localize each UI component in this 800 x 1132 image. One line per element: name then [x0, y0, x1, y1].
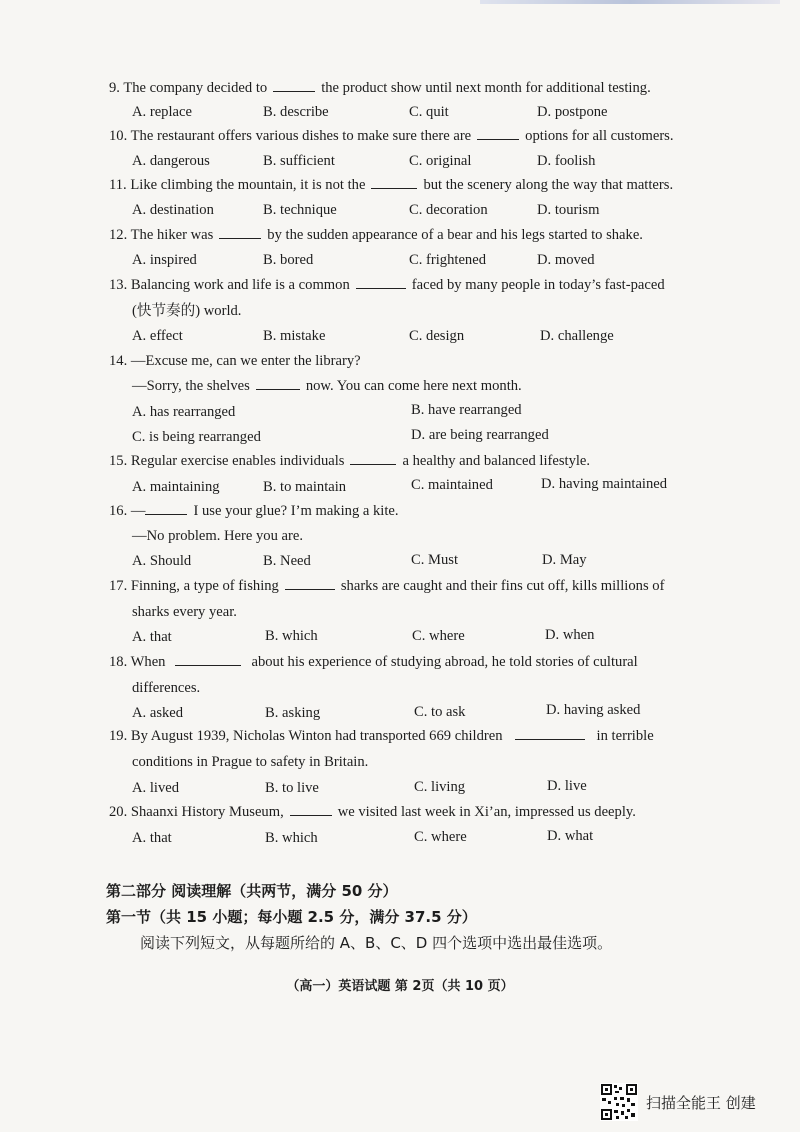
- question-text-continued: [132, 377, 522, 395]
- option-d: D. when: [545, 627, 595, 643]
- option-d: D. having asked: [546, 702, 641, 718]
- question-text: the product show until next month for additional testing.: [321, 80, 651, 96]
- scanner-brand-label: 扫描全能王 创建: [646, 1094, 756, 1112]
- question-text: 9. The company decided to: [109, 80, 268, 96]
- answer-blank: [145, 502, 187, 515]
- option-a: A. lived: [132, 780, 180, 796]
- question-9: [109, 79, 651, 97]
- option-b: B. which: [265, 830, 318, 846]
- option-c: C. maintained: [411, 477, 493, 493]
- question-text: faced by many people in today’s fast-paced: [411, 277, 665, 293]
- option-a: A. destination: [132, 202, 214, 218]
- question-text: —Sorry, the shelves: [132, 378, 250, 394]
- option-d: D. May: [542, 552, 587, 568]
- qr-code-icon: [600, 1083, 638, 1121]
- question-16: [109, 502, 399, 520]
- option-c: C. frightened: [409, 252, 487, 268]
- question-text-continued: sharks every year.: [132, 604, 237, 620]
- question-text-continued: (快节奏的) world.: [132, 303, 242, 319]
- section-title: 第一节（共 15 小题；每小题 2.5 分，满分 37.5 分）: [106, 908, 477, 926]
- option-d: D. are being rearranged: [411, 427, 549, 443]
- option-d: D. what: [547, 828, 594, 844]
- answer-blank: [371, 176, 417, 189]
- question-text: by the sudden appearance of a bear and his legs started to shake.: [267, 227, 643, 243]
- question-text: 11. Like climbing the mountain, it is not the: [109, 177, 366, 193]
- question-text: 20. Shaanxi History Museum,: [109, 804, 284, 820]
- question-text: but the scenery along the way that matters.: [423, 177, 674, 193]
- option-c: C. is being rearranged: [132, 429, 261, 445]
- answer-blank: [285, 577, 335, 590]
- question-text: 13. Balancing work and life is a common: [109, 277, 350, 293]
- question-text: sharks are caught and their fins cut off, kills millions of: [340, 578, 665, 594]
- question-text: 16. —: [109, 503, 146, 519]
- option-a: A. dangerous: [132, 153, 210, 169]
- answer-blank: [290, 803, 332, 816]
- question-text: 12. The hiker was: [109, 227, 214, 243]
- option-a: A. asked: [132, 705, 184, 721]
- option-a: A. effect: [132, 328, 183, 344]
- option-b: B. describe: [263, 104, 329, 120]
- question-text: in terrible: [596, 728, 654, 744]
- option-a: A. maintaining: [132, 479, 220, 495]
- question-text-continued: conditions in Prague to safety in Britain.: [132, 754, 369, 770]
- option-c: C. decoration: [409, 202, 488, 218]
- question-10: [109, 127, 674, 145]
- question-19: [109, 727, 654, 745]
- option-b: B. technique: [263, 202, 337, 218]
- option-b: B. to live: [265, 780, 319, 796]
- question-20: [109, 803, 636, 821]
- option-b: B. Need: [263, 553, 311, 569]
- question-text: now. You can come here next month.: [305, 378, 522, 394]
- question-text-continued: —No problem. Here you are.: [132, 528, 304, 544]
- page-footer: （高一）英语试题 第 2页（共 10 页）: [286, 979, 514, 994]
- option-d: D. foolish: [537, 153, 596, 169]
- section-instruction: 阅读下列短文，从每题所给的 A、B、C、D 四个选项中选出最佳选项。: [140, 934, 613, 952]
- top-edge-bar: [480, 0, 780, 4]
- question-text: I use your glue? I’m making a kite.: [193, 503, 399, 519]
- question-text-continued: differences.: [132, 680, 201, 696]
- option-c: C. original: [409, 153, 472, 169]
- question-17: [109, 577, 664, 595]
- option-a: A. that: [132, 830, 172, 846]
- question-text: we visited last week in Xi’an, impressed us deeply.: [337, 804, 636, 820]
- option-d: D. having maintained: [541, 476, 668, 492]
- option-c: C. Must: [411, 552, 459, 568]
- option-a: A. inspired: [132, 252, 197, 268]
- question-15: [109, 452, 590, 470]
- option-b: B. have rearranged: [411, 402, 522, 418]
- question-12: [109, 226, 643, 244]
- question-text: 17. Finning, a type of fishing: [109, 578, 279, 594]
- option-a: A. replace: [132, 104, 192, 120]
- option-b: B. mistake: [263, 328, 326, 344]
- question-11: [109, 176, 673, 194]
- option-a: A. Should: [132, 553, 192, 569]
- option-b: B. which: [265, 628, 318, 644]
- option-b: B. to maintain: [263, 479, 347, 495]
- answer-blank: [219, 226, 261, 239]
- answer-blank: [175, 653, 241, 666]
- option-c: C. design: [409, 328, 465, 344]
- option-c: C. to ask: [414, 704, 466, 720]
- option-b: B. bored: [263, 252, 314, 268]
- answer-blank: [515, 727, 585, 740]
- question-text: 15. Regular exercise enables individuals: [109, 453, 345, 469]
- question-13: [109, 276, 665, 294]
- option-a: A. has rearranged: [132, 404, 236, 420]
- question-18: [109, 653, 638, 671]
- option-b: B. asking: [265, 705, 321, 721]
- answer-blank: [273, 79, 315, 92]
- answer-blank: [350, 452, 396, 465]
- option-c: C. where: [414, 829, 467, 845]
- question-text: a healthy and balanced lifestyle.: [402, 453, 591, 469]
- question-14: 14. —Excuse me, can we enter the library?: [109, 353, 361, 369]
- answer-blank: [477, 127, 519, 140]
- option-c: C. quit: [409, 104, 449, 120]
- option-d: D. postpone: [537, 104, 608, 120]
- answer-blank: [256, 377, 300, 390]
- part-title: 第二部分 阅读理解（共两节，满分 50 分）: [106, 882, 398, 900]
- option-a: A. that: [132, 629, 172, 645]
- question-text: options for all customers.: [525, 128, 674, 144]
- option-d: D. live: [547, 778, 587, 794]
- option-d: D. challenge: [540, 328, 614, 344]
- option-c: C. living: [414, 779, 466, 795]
- option-b: B. sufficient: [263, 153, 335, 169]
- answer-blank: [356, 276, 406, 289]
- question-text: 19. By August 1939, Nicholas Winton had transported 669 children: [109, 728, 503, 744]
- question-text: 10. The restaurant offers various dishes to make sure there are: [109, 128, 472, 144]
- option-d: D. moved: [537, 252, 595, 268]
- option-d: D. tourism: [537, 202, 600, 218]
- question-text: about his experience of studying abroad, he told stories of cultural: [251, 654, 638, 670]
- option-c: C. where: [412, 628, 465, 644]
- question-text: 18. When: [109, 654, 166, 670]
